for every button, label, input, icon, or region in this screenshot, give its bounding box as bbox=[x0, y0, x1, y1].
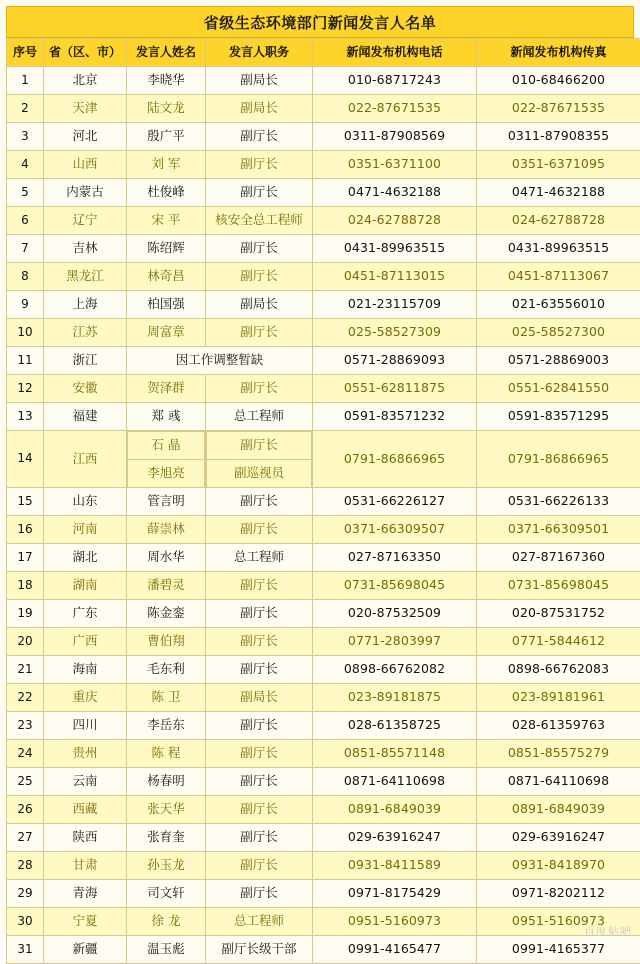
cell-index: 30 bbox=[7, 908, 44, 936]
cell-province: 浙江 bbox=[44, 347, 127, 375]
cell-name: 石 晶 bbox=[128, 432, 205, 460]
cell-title: 副局长 bbox=[206, 95, 313, 123]
cell-index: 23 bbox=[7, 712, 44, 740]
cell-index: 16 bbox=[7, 516, 44, 544]
cell-name: 李晓华 bbox=[127, 67, 206, 95]
cell-phone: 0591-83571232 bbox=[313, 403, 477, 431]
cell-name: 陈 卫 bbox=[127, 684, 206, 712]
cell-title: 副厅长 bbox=[206, 628, 313, 656]
table-row bbox=[7, 291, 640, 319]
table-row bbox=[7, 375, 640, 403]
cell-title: 副厅长 bbox=[206, 852, 313, 880]
cell-fax: 0951-5160973 bbox=[477, 908, 640, 936]
table-row bbox=[7, 431, 640, 488]
cell-fax: 0991-4165377 bbox=[477, 936, 640, 964]
cell-phone: 0371-66309507 bbox=[313, 516, 477, 544]
cell-province: 山西 bbox=[44, 151, 127, 179]
table-row bbox=[7, 544, 640, 572]
cell-index: 26 bbox=[7, 796, 44, 824]
cell-title: 副厅长 bbox=[206, 880, 313, 908]
cell-fax: 0551-62841550 bbox=[477, 375, 640, 403]
cell-index: 18 bbox=[7, 572, 44, 600]
cell-index: 29 bbox=[7, 880, 44, 908]
cell-name: 杨春明 bbox=[127, 768, 206, 796]
cell-index: 11 bbox=[7, 347, 44, 375]
cell-title: 副厅长 bbox=[206, 488, 313, 516]
cell-index: 22 bbox=[7, 684, 44, 712]
cell-index: 8 bbox=[7, 263, 44, 291]
cell-fax: 0791-86866965 bbox=[477, 431, 640, 488]
cell-title: 副厅长 bbox=[206, 740, 313, 768]
cell-title: 副厅长 bbox=[206, 516, 313, 544]
cell-fax: 028-61359763 bbox=[477, 712, 640, 740]
cell-title: 副厅长级干部 bbox=[206, 936, 313, 964]
cell-title: 副厅长 bbox=[206, 712, 313, 740]
cell-province: 吉林 bbox=[44, 235, 127, 263]
cell-name: 宋 平 bbox=[127, 207, 206, 235]
cell-title: 副局长 bbox=[206, 684, 313, 712]
cell-phone: 0991-4165477 bbox=[313, 936, 477, 964]
cell-title: 副厅长 bbox=[206, 768, 313, 796]
cell-title: 副厅长 bbox=[206, 179, 313, 207]
cell-fax: 021-63556010 bbox=[477, 291, 640, 319]
table-row bbox=[7, 656, 640, 684]
cell-title: 副厅长 bbox=[206, 375, 313, 403]
table-row bbox=[7, 796, 640, 824]
table-row bbox=[7, 628, 640, 656]
cell-province: 山东 bbox=[44, 488, 127, 516]
cell-province: 湖北 bbox=[44, 544, 127, 572]
cell-name: 杜俊峰 bbox=[127, 179, 206, 207]
cell-title: 副厅长 bbox=[206, 235, 313, 263]
cell-name: 陈金銮 bbox=[127, 600, 206, 628]
cell-index: 27 bbox=[7, 824, 44, 852]
cell-name: 陈绍辉 bbox=[127, 235, 206, 263]
cell-title: 副巡视员 bbox=[207, 460, 312, 488]
cell-index: 10 bbox=[7, 319, 44, 347]
cell-province: 陕西 bbox=[44, 824, 127, 852]
cell-phone: 0898-66762082 bbox=[313, 656, 477, 684]
cell-province: 广东 bbox=[44, 600, 127, 628]
cell-province: 江西 bbox=[44, 431, 127, 488]
cell-province: 福建 bbox=[44, 403, 127, 431]
cell-index: 15 bbox=[7, 488, 44, 516]
cell-fax: 023-89181961 bbox=[477, 684, 640, 712]
table-row bbox=[7, 207, 640, 235]
spokesperson-table bbox=[6, 38, 640, 964]
cell-name: 李岳东 bbox=[127, 712, 206, 740]
cell-province: 安徽 bbox=[44, 375, 127, 403]
cell-phone: 027-87163350 bbox=[313, 544, 477, 572]
table-row bbox=[7, 403, 640, 431]
cell-title: 副厅长 bbox=[206, 600, 313, 628]
cell-name-note: 因工作调整暂缺 bbox=[127, 347, 313, 375]
cell-title: 核安全总工程师 bbox=[206, 207, 313, 235]
cell-index: 31 bbox=[7, 936, 44, 964]
cell-province: 上海 bbox=[44, 291, 127, 319]
table-row bbox=[7, 95, 640, 123]
cell-name: 曹伯翔 bbox=[127, 628, 206, 656]
cell-name: 周富章 bbox=[127, 319, 206, 347]
table-row bbox=[7, 179, 640, 207]
cell-phone: 0551-62811875 bbox=[313, 375, 477, 403]
cell-name: 张天华 bbox=[127, 796, 206, 824]
cell-phone: 0891-6849039 bbox=[313, 796, 477, 824]
cell-province: 湖南 bbox=[44, 572, 127, 600]
cell-title: 副厅长 bbox=[206, 319, 313, 347]
cell-title: 总工程师 bbox=[206, 544, 313, 572]
cell-province: 内蒙古 bbox=[44, 179, 127, 207]
cell-name: 郑 彧 bbox=[127, 403, 206, 431]
cell-fax: 0371-66309501 bbox=[477, 516, 640, 544]
cell-phone: 022-87671535 bbox=[313, 95, 477, 123]
cell-fax: 020-87531752 bbox=[477, 600, 640, 628]
cell-phone: 010-68717243 bbox=[313, 67, 477, 95]
cell-province: 河北 bbox=[44, 123, 127, 151]
cell-fax: 0871-64110698 bbox=[477, 768, 640, 796]
cell-fax: 0851-85575279 bbox=[477, 740, 640, 768]
cell-phone: 025-58527309 bbox=[313, 319, 477, 347]
cell-name: 陈 程 bbox=[127, 740, 206, 768]
cell-name: 温玉彪 bbox=[127, 936, 206, 964]
cell-index: 20 bbox=[7, 628, 44, 656]
cell-name: 管言明 bbox=[127, 488, 206, 516]
table-row bbox=[7, 712, 640, 740]
table-row bbox=[7, 516, 640, 544]
cell-province: 青海 bbox=[44, 880, 127, 908]
cell-index: 1 bbox=[7, 67, 44, 95]
cell-index: 5 bbox=[7, 179, 44, 207]
cell-index: 28 bbox=[7, 852, 44, 880]
cell-phone: 0451-87113015 bbox=[313, 263, 477, 291]
cell-name: 林奇昌 bbox=[127, 263, 206, 291]
cell-name: 柏国强 bbox=[127, 291, 206, 319]
cell-phone: 0951-5160973 bbox=[313, 908, 477, 936]
cell-index: 13 bbox=[7, 403, 44, 431]
cell-title: 总工程师 bbox=[206, 403, 313, 431]
cell-fax: 0431-89963515 bbox=[477, 235, 640, 263]
cell-phone: 023-89181875 bbox=[313, 684, 477, 712]
cell-phone: 020-87532509 bbox=[313, 600, 477, 628]
cell-province: 江苏 bbox=[44, 319, 127, 347]
cell-province: 重庆 bbox=[44, 684, 127, 712]
cell-province: 云南 bbox=[44, 768, 127, 796]
cell-province: 天津 bbox=[44, 95, 127, 123]
cell-province: 贵州 bbox=[44, 740, 127, 768]
cell-index: 12 bbox=[7, 375, 44, 403]
cell-index: 21 bbox=[7, 656, 44, 684]
cell-phone: 0351-6371100 bbox=[313, 151, 477, 179]
table-row bbox=[7, 123, 640, 151]
cell-province: 黑龙江 bbox=[44, 263, 127, 291]
cell-index: 2 bbox=[7, 95, 44, 123]
table-row bbox=[7, 936, 640, 964]
cell-title: 副局长 bbox=[206, 67, 313, 95]
table-row bbox=[7, 263, 640, 291]
cell-index: 25 bbox=[7, 768, 44, 796]
table-row bbox=[7, 824, 640, 852]
cell-fax: 027-87167360 bbox=[477, 544, 640, 572]
table-row bbox=[7, 684, 640, 712]
cell-fax: 0971-8202112 bbox=[477, 880, 640, 908]
cell-province: 北京 bbox=[44, 67, 127, 95]
column-header-name: 发言人姓名 bbox=[127, 39, 206, 67]
cell-fax: 0451-87113067 bbox=[477, 263, 640, 291]
cell-index: 14 bbox=[7, 431, 44, 488]
cell-phone: 021-23115709 bbox=[313, 291, 477, 319]
cell-index: 17 bbox=[7, 544, 44, 572]
cell-name: 毛东利 bbox=[127, 656, 206, 684]
cell-name: 陆文龙 bbox=[127, 95, 206, 123]
cell-province: 宁夏 bbox=[44, 908, 127, 936]
table-row bbox=[7, 740, 640, 768]
table-row bbox=[7, 768, 640, 796]
table-body bbox=[7, 67, 640, 964]
cell-province: 海南 bbox=[44, 656, 127, 684]
cell-name: 薛崇林 bbox=[127, 516, 206, 544]
cell-title-group bbox=[206, 431, 313, 488]
cell-fax: 024-62788728 bbox=[477, 207, 640, 235]
cell-index: 4 bbox=[7, 151, 44, 179]
cell-title: 副厅长 bbox=[206, 656, 313, 684]
cell-name: 殷广平 bbox=[127, 123, 206, 151]
table-row bbox=[7, 347, 640, 375]
table-row bbox=[7, 600, 640, 628]
cell-phone: 0851-85571148 bbox=[313, 740, 477, 768]
cell-name: 张育奎 bbox=[127, 824, 206, 852]
cell-name: 李旭亮 bbox=[128, 460, 205, 488]
table-row bbox=[7, 852, 640, 880]
table-header bbox=[7, 39, 640, 67]
cell-phone: 0311-87908569 bbox=[313, 123, 477, 151]
cell-title: 副厅长 bbox=[206, 151, 313, 179]
cell-province: 四川 bbox=[44, 712, 127, 740]
cell-province: 西藏 bbox=[44, 796, 127, 824]
cell-phone: 0791-86866965 bbox=[313, 431, 477, 488]
cell-phone: 028-61358725 bbox=[313, 712, 477, 740]
table-row bbox=[7, 488, 640, 516]
cell-phone: 0471-4632188 bbox=[313, 179, 477, 207]
table-row bbox=[7, 67, 640, 95]
column-header-title: 发言人职务 bbox=[206, 39, 313, 67]
cell-title: 副厅长 bbox=[206, 824, 313, 852]
cell-fax: 029-63916247 bbox=[477, 824, 640, 852]
cell-phone: 0971-8175429 bbox=[313, 880, 477, 908]
page-title: 省级生态环境部门新闻发言人名单 bbox=[204, 12, 437, 33]
cell-phone: 0771-2803997 bbox=[313, 628, 477, 656]
cell-title: 总工程师 bbox=[206, 908, 313, 936]
cell-title: 副厅长 bbox=[206, 263, 313, 291]
cell-phone: 0431-89963515 bbox=[313, 235, 477, 263]
cell-name: 潘碧灵 bbox=[127, 572, 206, 600]
cell-name: 周水华 bbox=[127, 544, 206, 572]
table-row bbox=[7, 235, 640, 263]
cell-name-group bbox=[127, 431, 206, 488]
cell-fax: 0898-66762083 bbox=[477, 656, 640, 684]
cell-fax: 0891-6849039 bbox=[477, 796, 640, 824]
cell-phone: 0731-85698045 bbox=[313, 572, 477, 600]
cell-title: 副厅长 bbox=[206, 123, 313, 151]
cell-name: 刘 军 bbox=[127, 151, 206, 179]
table-header-row bbox=[7, 39, 640, 67]
column-header-phone: 新闻发布机构电话 bbox=[313, 39, 477, 67]
cell-phone: 0531-66226127 bbox=[313, 488, 477, 516]
cell-province: 甘肃 bbox=[44, 852, 127, 880]
cell-fax: 0471-4632188 bbox=[477, 179, 640, 207]
cell-fax: 0351-6371095 bbox=[477, 151, 640, 179]
column-header-index: 序号 bbox=[7, 39, 44, 67]
cell-title: 副厅长 bbox=[207, 432, 312, 460]
cell-index: 3 bbox=[7, 123, 44, 151]
cell-province: 新疆 bbox=[44, 936, 127, 964]
cell-province: 广西 bbox=[44, 628, 127, 656]
table-row bbox=[7, 908, 640, 936]
cell-index: 9 bbox=[7, 291, 44, 319]
cell-phone: 0931-8411589 bbox=[313, 852, 477, 880]
table-row bbox=[7, 572, 640, 600]
cell-fax: 0931-8418970 bbox=[477, 852, 640, 880]
cell-phone: 0571-28869093 bbox=[313, 347, 477, 375]
cell-index: 24 bbox=[7, 740, 44, 768]
table-row bbox=[7, 880, 640, 908]
cell-title: 副厅长 bbox=[206, 572, 313, 600]
cell-title: 副厅长 bbox=[206, 796, 313, 824]
cell-index: 7 bbox=[7, 235, 44, 263]
table-row bbox=[7, 151, 640, 179]
cell-name: 孙玉龙 bbox=[127, 852, 206, 880]
cell-fax: 010-68466200 bbox=[477, 67, 640, 95]
cell-index: 6 bbox=[7, 207, 44, 235]
cell-phone: 029-63916247 bbox=[313, 824, 477, 852]
cell-name: 贺泽群 bbox=[127, 375, 206, 403]
cell-fax: 0571-28869003 bbox=[477, 347, 640, 375]
document-title-bar bbox=[6, 6, 634, 38]
cell-phone: 0871-64110698 bbox=[313, 768, 477, 796]
column-header-fax: 新闻发布机构传真 bbox=[477, 39, 640, 67]
cell-province: 辽宁 bbox=[44, 207, 127, 235]
table-row bbox=[7, 319, 640, 347]
cell-name: 徐 龙 bbox=[127, 908, 206, 936]
cell-title: 副局长 bbox=[206, 291, 313, 319]
cell-fax: 0731-85698045 bbox=[477, 572, 640, 600]
cell-phone: 024-62788728 bbox=[313, 207, 477, 235]
cell-province: 河南 bbox=[44, 516, 127, 544]
cell-name: 司文轩 bbox=[127, 880, 206, 908]
column-header-province: 省（区、市） bbox=[44, 39, 127, 67]
cell-fax: 025-58527300 bbox=[477, 319, 640, 347]
cell-fax: 0771-5844612 bbox=[477, 628, 640, 656]
cell-fax: 0311-87908355 bbox=[477, 123, 640, 151]
watermark: 百度贴吧 bbox=[584, 923, 632, 939]
cell-index: 19 bbox=[7, 600, 44, 628]
cell-fax: 022-87671535 bbox=[477, 95, 640, 123]
cell-fax: 0531-66226133 bbox=[477, 488, 640, 516]
cell-fax: 0591-83571295 bbox=[477, 403, 640, 431]
